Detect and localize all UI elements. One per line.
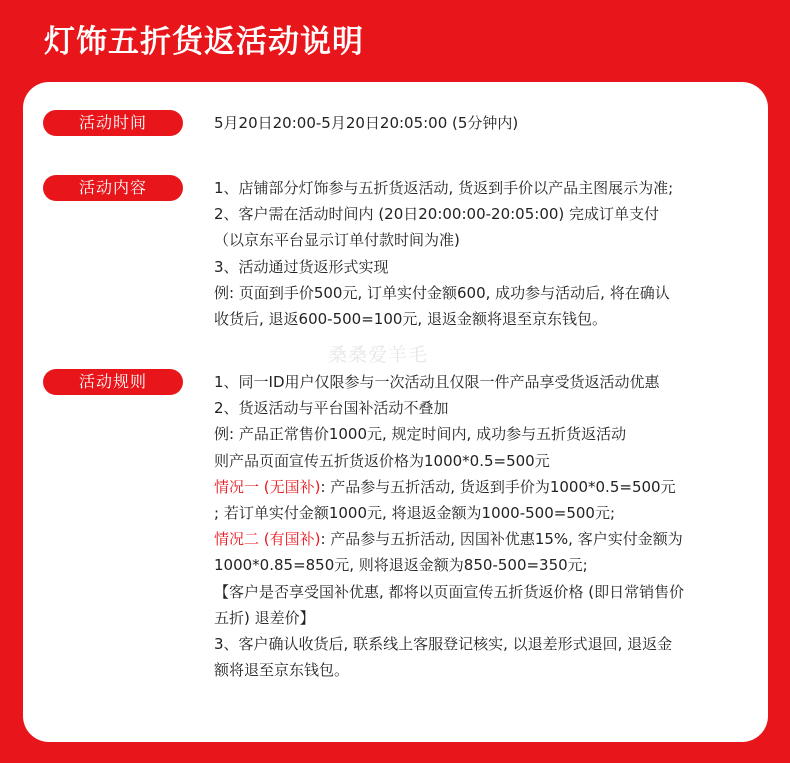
rules-line: 3、客户确认收货后, 联系线上客服登记核实, 以退差形式退回, 退返金 <box>214 635 673 654</box>
content-line: 收货后, 退返600-500=100元, 退返金额将退至京东钱包。 <box>214 310 607 329</box>
rules-line: 额将退至京东钱包。 <box>214 661 350 680</box>
time-text: 5月20日20:00-5月20日20:05:00 (5分钟内) <box>214 114 519 132</box>
content-line: 2、客户需在活动时间内 (20日20:00:00-20:05:00) 完成订单支付 <box>214 205 660 224</box>
section-label-rules: 活动规则 <box>43 369 183 395</box>
rules-line: 1000*0.85=850元, 则将退返金额为850-500=350元; <box>214 556 588 575</box>
watermark: 桑桑爱羊毛 <box>328 344 429 366</box>
rules-line: 例: 产品正常售价1000元, 规定时间内, 成功参与五折货返活动 <box>214 425 627 444</box>
content-line: （以京东平台显示订单付款时间为准) <box>214 231 460 250</box>
case-1-label: 情况一 (无国补) <box>214 477 321 496</box>
rules-note: 五折) 退差价】 <box>214 608 315 627</box>
case-2-text: : 产品参与五折活动, 因国补优惠15%, 客户实付金额为 <box>320 530 683 549</box>
rules-case-2 <box>214 526 759 552</box>
rules-line: 则产品页面宣传五折货返价格为1000*0.5=500元 <box>214 451 550 470</box>
section-time-text <box>214 110 759 136</box>
rules-note: 【客户是否享受国补优惠, 都将以页面宣传五折货返价格 (即日常销售价 <box>214 582 685 601</box>
rules-line: 2、货返活动与平台国补活动不叠加 <box>214 399 449 418</box>
content-line: 3、活动通过货返形式实现 <box>214 257 389 276</box>
rules-case-1 <box>214 474 759 500</box>
section-rules-text <box>214 369 759 683</box>
section-label-content: 活动内容 <box>43 175 183 201</box>
section-label-time: 活动时间 <box>43 110 183 136</box>
content-line: 1、店铺部分灯饰参与五折货返活动, 货返到手价以产品主图展示为准; <box>214 179 674 197</box>
case-1-text: : 产品参与五折活动, 货返到手价为1000*0.5=500元 <box>320 477 676 496</box>
section-content-text <box>214 175 759 332</box>
content-card <box>23 82 768 742</box>
page-title: 灯饰五折货返活动说明 <box>44 24 364 60</box>
rules-line: 1、同一ID用户仅限参与一次活动且仅限一件产品享受货返活动优惠 <box>214 373 660 391</box>
content-line: 例: 页面到手价500元, 订单实付金额600, 成功参与活动后, 将在确认 <box>214 283 670 302</box>
case-2-label: 情况二 (有国补) <box>214 530 321 549</box>
rules-line: ; 若订单实付金额1000元, 将退返金额为1000-500=500元; <box>214 504 616 523</box>
